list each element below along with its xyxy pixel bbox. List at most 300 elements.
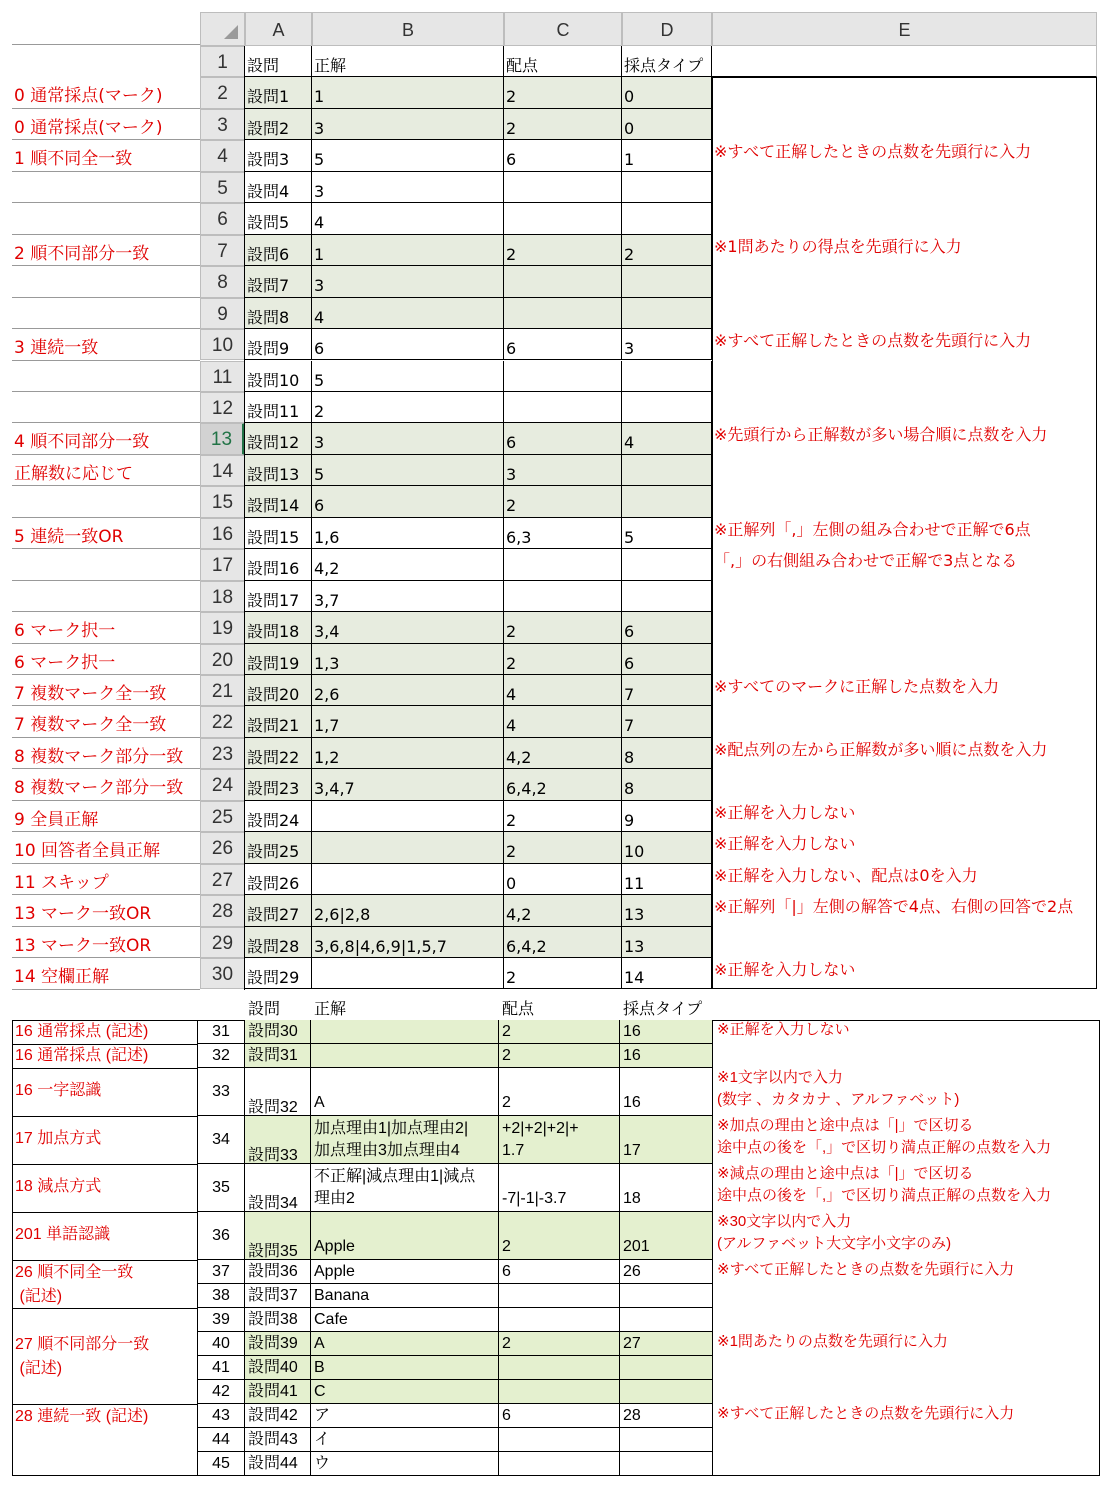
- cell-b20[interactable]: 1,3: [312, 644, 504, 675]
- row-header-28[interactable]: 28: [200, 895, 245, 926]
- cell-b19[interactable]: 3,4: [312, 612, 504, 643]
- lower-cell-c37[interactable]: 6: [499, 1260, 620, 1284]
- cell-b7[interactable]: 1: [312, 235, 504, 266]
- lower-cell-a36[interactable]: 設問35: [245, 1212, 311, 1260]
- lower-cell-c40[interactable]: 2: [499, 1332, 620, 1356]
- row-label: 6 マーク択一: [14, 652, 116, 673]
- cell-d9[interactable]: [622, 298, 712, 329]
- lower-cell-d38[interactable]: [620, 1284, 713, 1308]
- row-label: 14 空欄正解: [14, 967, 110, 988]
- lower-row-header-40[interactable]: 40: [197, 1332, 245, 1356]
- cell-b3[interactable]: 3: [312, 109, 504, 140]
- lower-cell-a42[interactable]: 設問41: [245, 1380, 311, 1404]
- cell-c29[interactable]: 6,4,2: [504, 927, 622, 958]
- lower-type-label: 16 一字認識: [15, 1082, 102, 1099]
- lower-row-header-45[interactable]: 45: [197, 1452, 245, 1476]
- cell-d3[interactable]: 0: [622, 109, 712, 140]
- lower-cell-b38[interactable]: Banana: [311, 1284, 499, 1308]
- row-label: [14, 172, 198, 203]
- lower-label-divider: [12, 1068, 197, 1069]
- cell-d10[interactable]: 3: [622, 329, 712, 360]
- lower-cell-c45[interactable]: [499, 1452, 620, 1476]
- row-header-20[interactable]: 20: [200, 644, 245, 675]
- cell-c24[interactable]: 6,4,2: [504, 769, 622, 800]
- note-line: ※すべて正解したときの点数を先頭行に入力: [717, 1405, 1015, 1422]
- lower-label-divider: [12, 1404, 197, 1405]
- lower-cell-b34[interactable]: [311, 1116, 499, 1164]
- cell-b26[interactable]: [312, 832, 504, 863]
- cell-b30[interactable]: [312, 958, 504, 989]
- cell-d5[interactable]: [622, 172, 712, 203]
- note-line: ※30文字以内で入力: [717, 1213, 852, 1230]
- row-label: [14, 581, 198, 612]
- cell-c11[interactable]: [504, 361, 622, 392]
- lower-cell-c42[interactable]: [499, 1380, 620, 1404]
- cell-d8[interactable]: [622, 266, 712, 297]
- lower-row-header-43[interactable]: 43: [197, 1404, 245, 1428]
- cell-c4[interactable]: 6: [504, 140, 622, 171]
- cell-a18[interactable]: 設問17: [245, 581, 312, 612]
- lower-cell-d36[interactable]: 201: [620, 1212, 713, 1260]
- lower-cell-b33[interactable]: A: [311, 1068, 499, 1116]
- row-header-17[interactable]: 17: [200, 549, 245, 580]
- cell-a11[interactable]: 設問10: [245, 361, 312, 392]
- row-note: 「,」の右側組み合わせで正解で3点となる: [714, 551, 1018, 571]
- cell-b27[interactable]: [312, 864, 504, 895]
- lower-cell-c44[interactable]: [499, 1428, 620, 1452]
- cell-d11[interactable]: [622, 361, 712, 392]
- row-label: 8 複数マーク部分一致: [14, 778, 184, 799]
- cell-d21[interactable]: 7: [622, 675, 712, 706]
- cell-d27[interactable]: 11: [622, 864, 712, 895]
- note-line: ※1文字以内で入力: [717, 1069, 843, 1086]
- lower-row-header-42[interactable]: 42: [197, 1380, 245, 1404]
- lower-cell-b31[interactable]: [311, 1020, 499, 1044]
- lower-label-divider: [12, 1308, 197, 1309]
- cell-d16[interactable]: 5: [622, 518, 712, 549]
- row-header-4[interactable]: 4: [200, 140, 245, 171]
- row-label: 9 全員正解: [14, 809, 99, 830]
- lower-cell-a33[interactable]: 設問32: [245, 1068, 311, 1116]
- lower-cell-b36[interactable]: Apple: [311, 1212, 499, 1260]
- cell-c22[interactable]: 4: [504, 706, 622, 737]
- lower-row-header-39[interactable]: 39: [197, 1308, 245, 1332]
- cell-d25[interactable]: 9: [622, 801, 712, 832]
- lower-cell-a44[interactable]: 設問43: [245, 1428, 311, 1452]
- cell-c17[interactable]: [504, 549, 622, 580]
- row-header-26[interactable]: 26: [200, 832, 245, 863]
- lower-cell-b41[interactable]: B: [311, 1356, 499, 1380]
- lower-cell-d42[interactable]: [620, 1380, 713, 1404]
- row-header-8[interactable]: 8: [200, 266, 245, 297]
- cell-a4[interactable]: 設問3: [245, 140, 312, 171]
- lower-label-divider: [12, 1116, 197, 1117]
- row-header-1[interactable]: 1: [200, 46, 245, 77]
- row-header-13[interactable]: 13: [200, 423, 245, 454]
- cell-a26[interactable]: 設問25: [245, 832, 312, 863]
- lower-type-label: 27 順不同部分一致: [15, 1336, 150, 1353]
- lower-row-note: [717, 1019, 1096, 1043]
- cell-d18[interactable]: [622, 581, 712, 612]
- row-label: 0 通常採点(マーク): [14, 86, 163, 107]
- row-header-2[interactable]: 2: [200, 77, 245, 108]
- cell-a25[interactable]: 設問24: [245, 801, 312, 832]
- cell-b21[interactable]: 2,6: [312, 675, 504, 706]
- cell-a30[interactable]: 設問29: [245, 958, 312, 989]
- cell-b13[interactable]: 3: [312, 423, 504, 454]
- row-label: [14, 361, 198, 392]
- lower-row-note: [717, 1403, 1096, 1427]
- lower-cell-d33[interactable]: 16: [620, 1068, 713, 1116]
- lower-type-label: 17 加点方式: [15, 1130, 102, 1147]
- row-label: [14, 392, 198, 423]
- cell-a3[interactable]: 設問2: [245, 109, 312, 140]
- row-header-14[interactable]: 14: [200, 455, 245, 486]
- cell-c27[interactable]: 0: [504, 864, 622, 895]
- lower-cell-c43[interactable]: 6: [499, 1404, 620, 1428]
- lower-cell-d37[interactable]: 26: [620, 1260, 713, 1284]
- cell-d28[interactable]: 13: [622, 895, 712, 926]
- row-label: [14, 266, 198, 297]
- cell-b12[interactable]: 2: [312, 392, 504, 423]
- note-line: 途中点の後を「,」で区切り満点正解の点数を入力: [717, 1139, 1052, 1156]
- cell-b29[interactable]: 3,6,8|4,6,9|1,5,7: [312, 927, 504, 958]
- row-label: 13 マーク一致OR: [14, 935, 152, 956]
- cell-a5[interactable]: 設問4: [245, 172, 312, 203]
- lower-cell-c35[interactable]: [499, 1164, 620, 1212]
- cell-b5[interactable]: 3: [312, 172, 504, 203]
- cell-b18[interactable]: 3,7: [312, 581, 504, 612]
- lower-cell-b39[interactable]: Cafe: [311, 1308, 499, 1332]
- lower-cell-c36[interactable]: 2: [499, 1212, 620, 1260]
- cell-b11[interactable]: 5: [312, 361, 504, 392]
- cell-a2[interactable]: 設問1: [245, 77, 312, 108]
- cell-a7[interactable]: 設問6: [245, 235, 312, 266]
- cell-b14[interactable]: 5: [312, 455, 504, 486]
- lower-cell-a41[interactable]: 設問40: [245, 1356, 311, 1380]
- note-line: ※すべて正解したときの点数を先頭行に入力: [717, 1261, 1015, 1278]
- row-header-9[interactable]: 9: [200, 298, 245, 329]
- cell-b1[interactable]: 正解: [312, 46, 504, 77]
- cell-line: -7|-1|-3.7: [502, 1190, 567, 1207]
- cell-a23[interactable]: 設問22: [245, 738, 312, 769]
- lower-cell-b44[interactable]: イ: [311, 1428, 499, 1452]
- column-header-a[interactable]: A: [245, 12, 312, 46]
- lower-cell-a40[interactable]: 設問39: [245, 1332, 311, 1356]
- lower-row-header-32[interactable]: 32: [197, 1044, 245, 1068]
- lower-type-label: 201 単語認識: [15, 1226, 111, 1243]
- row-header-24[interactable]: 24: [200, 769, 245, 800]
- row-label: 5 連続一致OR: [14, 526, 124, 547]
- lower-row-header-44[interactable]: 44: [197, 1428, 245, 1452]
- lower-cell-a34[interactable]: 設問33: [245, 1116, 311, 1164]
- lower-cell-d44[interactable]: [620, 1428, 713, 1452]
- lower-cell-c33[interactable]: 2: [499, 1068, 620, 1116]
- cell-a6[interactable]: 設問5: [245, 203, 312, 234]
- lower-label-divider: [12, 1260, 197, 1261]
- cell-a28[interactable]: 設問27: [245, 895, 312, 926]
- cell-a8[interactable]: 設問7: [245, 266, 312, 297]
- cell-b28[interactable]: 2,6|2,8: [312, 895, 504, 926]
- cell-b22[interactable]: 1,7: [312, 706, 504, 737]
- cell-d24[interactable]: 8: [622, 769, 712, 800]
- cell-b8[interactable]: 3: [312, 266, 504, 297]
- note-line: 途中点の後を「,」で区切り満点正解の点数を入力: [717, 1187, 1052, 1204]
- row-note: ※正解列「|」左側の解答で4点、右側の回答で2点: [714, 897, 1074, 917]
- cell-a19[interactable]: 設問18: [245, 612, 312, 643]
- cell-b25[interactable]: [312, 801, 504, 832]
- row-header-19[interactable]: 19: [200, 612, 245, 643]
- cell-a24[interactable]: 設問23: [245, 769, 312, 800]
- lower-cell-a43[interactable]: 設問42: [245, 1404, 311, 1428]
- cell-d6[interactable]: [622, 203, 712, 234]
- row-header-18[interactable]: 18: [200, 581, 245, 612]
- cell-b4[interactable]: 5: [312, 140, 504, 171]
- lower-row-header-33[interactable]: 33: [197, 1068, 245, 1116]
- lower-row-header-38[interactable]: 38: [197, 1284, 245, 1308]
- cell-c25[interactable]: 2: [504, 801, 622, 832]
- row-header-15[interactable]: 15: [200, 486, 245, 517]
- row-header-22[interactable]: 22: [200, 706, 245, 737]
- cell-c16[interactable]: 6,3: [504, 518, 622, 549]
- cell-a9[interactable]: 設問8: [245, 298, 312, 329]
- cell-d13[interactable]: 4: [622, 423, 712, 454]
- row-header-30[interactable]: 30: [200, 958, 245, 989]
- row-label: 7 複数マーク全一致: [14, 684, 167, 704]
- cell-d15[interactable]: [622, 486, 712, 517]
- cell-b10[interactable]: 6: [312, 329, 504, 360]
- lower-cell-d39[interactable]: [620, 1308, 713, 1332]
- lower-cell-c32[interactable]: 2: [499, 1044, 620, 1068]
- row-label: [14, 549, 198, 580]
- lower-cell-d35[interactable]: 18: [620, 1164, 713, 1212]
- cell-line: 理由2: [314, 1190, 355, 1207]
- lower-cell-b32[interactable]: [311, 1044, 499, 1068]
- cell-a20[interactable]: 設問19: [245, 644, 312, 675]
- cell-a16[interactable]: 設問15: [245, 518, 312, 549]
- lower-row-header-34[interactable]: 34: [197, 1116, 245, 1164]
- cell-c1[interactable]: 配点: [504, 46, 622, 77]
- column-a-left-border: [244, 46, 245, 990]
- row-header-23[interactable]: 23: [200, 738, 245, 769]
- cell-a22[interactable]: 設問21: [245, 706, 312, 737]
- cell-b9[interactable]: 4: [312, 298, 504, 329]
- lower-cell-a45[interactable]: 設問44: [245, 1452, 311, 1476]
- row-header-5[interactable]: 5: [200, 172, 245, 203]
- row-label: 10 回答者全員正解: [14, 841, 161, 862]
- lower-type-label: 16 通常採点 (記述): [15, 1023, 149, 1040]
- cell-line: 加点理由1|加点理由2|: [314, 1120, 469, 1137]
- row-label: 正解数に応じて: [14, 463, 133, 484]
- row-header-6[interactable]: 6: [200, 203, 245, 234]
- cell-d7[interactable]: 2: [622, 235, 712, 266]
- cell-line: 1.7: [502, 1142, 525, 1159]
- row-label: 11 スキップ: [14, 872, 109, 893]
- lower-row-note: [717, 1163, 1096, 1211]
- row-label: 6 マーク択一: [14, 621, 116, 642]
- cell-c2[interactable]: 2: [504, 77, 622, 108]
- lower-cell-d40[interactable]: 27: [620, 1332, 713, 1356]
- column-header-d[interactable]: D: [622, 12, 712, 46]
- cell-a14[interactable]: 設問13: [245, 455, 312, 486]
- cell-d23[interactable]: 8: [622, 738, 712, 769]
- cell-c12[interactable]: [504, 392, 622, 423]
- lower-cell-c31[interactable]: 2: [499, 1020, 620, 1044]
- lower-cell-d31[interactable]: 16: [620, 1020, 713, 1044]
- note-line: ※1問あたりの点数を先頭行に入力: [717, 1333, 948, 1350]
- cell-d4[interactable]: 1: [622, 140, 712, 171]
- cell-d26[interactable]: 10: [622, 832, 712, 863]
- lower-cell-d45[interactable]: [620, 1452, 713, 1476]
- row-note: ※正解を入力しない、配点は0を入力: [714, 865, 978, 885]
- row-header-25[interactable]: 25: [200, 801, 245, 832]
- lower-row-header-35[interactable]: 35: [197, 1164, 245, 1212]
- cell-e1[interactable]: [712, 46, 1097, 77]
- cell-c20[interactable]: 2: [504, 644, 622, 675]
- lower-type-label: (記述): [15, 1360, 63, 1377]
- lower-cell-a39[interactable]: 設問38: [245, 1308, 311, 1332]
- cell-a10[interactable]: 設問9: [245, 329, 312, 360]
- lower-cell-c38[interactable]: [499, 1284, 620, 1308]
- column-header-c[interactable]: C: [504, 12, 622, 46]
- cell-b2[interactable]: 1: [312, 77, 504, 108]
- cell-c21[interactable]: 4: [504, 675, 622, 706]
- row-note: ※すべて正解したときの点数を先頭行に入力: [714, 331, 1032, 351]
- cell-c8[interactable]: [504, 266, 622, 297]
- lower-label-divider: [12, 1164, 197, 1165]
- cell-c28[interactable]: 4,2: [504, 895, 622, 926]
- cell-d14[interactable]: [622, 455, 712, 486]
- cell-a13[interactable]: 設問12: [245, 423, 312, 454]
- cell-a21[interactable]: 設問20: [245, 675, 312, 706]
- cell-a27[interactable]: 設問26: [245, 864, 312, 895]
- cell-b15[interactable]: 6: [312, 486, 504, 517]
- row-header-10[interactable]: 10: [200, 329, 245, 360]
- lower-row-header-36[interactable]: 36: [197, 1212, 245, 1260]
- lower-cell-a37[interactable]: 設問36: [245, 1260, 311, 1284]
- cell-b23[interactable]: 1,2: [312, 738, 504, 769]
- cell-c9[interactable]: [504, 298, 622, 329]
- cell-a17[interactable]: 設問16: [245, 549, 312, 580]
- row-header-3[interactable]: 3: [200, 109, 245, 140]
- cell-b16[interactable]: 1,6: [312, 518, 504, 549]
- row-header-27[interactable]: 27: [200, 864, 245, 895]
- lower-cell-a38[interactable]: 設問37: [245, 1284, 311, 1308]
- cell-c3[interactable]: 2: [504, 109, 622, 140]
- lower-cell-b45[interactable]: ウ: [311, 1452, 499, 1476]
- cell-line: 不正解|減点理由1|減点: [314, 1168, 476, 1185]
- cell-c7[interactable]: 2: [504, 235, 622, 266]
- lower-type-label: 28 連続一致 (記述): [15, 1408, 149, 1425]
- lower-cell-d32[interactable]: 16: [620, 1044, 713, 1068]
- lower-type-label: 18 減点方式: [15, 1178, 102, 1195]
- lower-cell-d34[interactable]: 17: [620, 1116, 713, 1164]
- column-header-e[interactable]: E: [712, 12, 1097, 46]
- lower-row-note: [717, 1211, 1096, 1259]
- row-label: 4 順不同部分一致: [14, 432, 150, 453]
- cell-d22[interactable]: 7: [622, 706, 712, 737]
- lower-cell-b42[interactable]: C: [311, 1380, 499, 1404]
- cell-c6[interactable]: [504, 203, 622, 234]
- row-header-11[interactable]: 11: [200, 361, 245, 392]
- cell-d12[interactable]: [622, 392, 712, 423]
- cell-a12[interactable]: 設問11: [245, 392, 312, 423]
- cell-c14[interactable]: 3: [504, 455, 622, 486]
- cell-c15[interactable]: 2: [504, 486, 622, 517]
- lower-row-header-41[interactable]: 41: [197, 1356, 245, 1380]
- cell-b17[interactable]: 4,2: [312, 549, 504, 580]
- row-note: ※正解を入力しない: [714, 834, 856, 854]
- label-column-top-border: [12, 44, 200, 45]
- cell-c10[interactable]: 6: [504, 329, 622, 360]
- row-note: ※すべて正解したときの点数を先頭行に入力: [714, 142, 1032, 162]
- lower-cell-d43[interactable]: 28: [620, 1404, 713, 1428]
- lower-cell-b43[interactable]: ア: [311, 1404, 499, 1428]
- cell-c23[interactable]: 4,2: [504, 738, 622, 769]
- lower-cell-c34[interactable]: [499, 1116, 620, 1164]
- cell-b24[interactable]: 3,4,7: [312, 769, 504, 800]
- column-header-b[interactable]: B: [312, 12, 504, 46]
- row-label: 13 マーク一致OR: [14, 904, 152, 925]
- row-label: 7 複数マーク全一致: [14, 715, 167, 736]
- cell-c30[interactable]: 2: [504, 958, 622, 989]
- cell-c19[interactable]: 2: [504, 612, 622, 643]
- cell-d2[interactable]: 0: [622, 77, 712, 108]
- cell-d30[interactable]: 14: [622, 958, 712, 989]
- row-header-16[interactable]: 16: [200, 518, 245, 549]
- lower-cell-a32[interactable]: 設問31: [245, 1044, 311, 1068]
- cell-c18[interactable]: [504, 581, 622, 612]
- cell-a29[interactable]: 設問28: [245, 927, 312, 958]
- lower-cell-d41[interactable]: [620, 1356, 713, 1380]
- lower-cell-b40[interactable]: A: [311, 1332, 499, 1356]
- cell-b6[interactable]: 4: [312, 203, 504, 234]
- cell-d1[interactable]: 採点タイプ: [622, 46, 712, 77]
- lower-cell-b35[interactable]: [311, 1164, 499, 1212]
- label-divider: [12, 989, 200, 990]
- lower-cell-c41[interactable]: [499, 1356, 620, 1380]
- row-header-7[interactable]: 7: [200, 235, 245, 266]
- lower-cell-a35[interactable]: 設問34: [245, 1164, 311, 1212]
- cell-d19[interactable]: 6: [622, 612, 712, 643]
- cell-d17[interactable]: [622, 549, 712, 580]
- lower-row-header-31[interactable]: 31: [197, 1020, 245, 1044]
- lower-header-b: 正解: [314, 1001, 347, 1018]
- cell-d29[interactable]: 13: [622, 927, 712, 958]
- lower-cell-b37[interactable]: Apple: [311, 1260, 499, 1284]
- cell-d20[interactable]: 6: [622, 644, 712, 675]
- lower-cell-c39[interactable]: [499, 1308, 620, 1332]
- lower-row-note: [717, 1259, 1096, 1283]
- cell-c5[interactable]: [504, 172, 622, 203]
- row-header-29[interactable]: 29: [200, 927, 245, 958]
- lower-type-label: (記述): [15, 1288, 63, 1305]
- cell-c26[interactable]: 2: [504, 832, 622, 863]
- lower-cell-a31[interactable]: 設問30: [245, 1020, 311, 1044]
- row-label: 1 順不同全一致: [14, 149, 133, 170]
- cell-a15[interactable]: 設問14: [245, 486, 312, 517]
- select-all-corner[interactable]: [200, 12, 245, 46]
- cell-line: [502, 1166, 616, 1188]
- cell-line: 加点理由3加点理由4: [314, 1142, 460, 1159]
- row-header-12[interactable]: 12: [200, 392, 245, 423]
- lower-row-header-37[interactable]: 37: [197, 1260, 245, 1284]
- cell-c13[interactable]: 6: [504, 423, 622, 454]
- note-line: ※正解を入力しない: [717, 1021, 850, 1038]
- cell-a1[interactable]: 設問: [245, 46, 312, 77]
- row-note: ※正解を入力しない: [714, 802, 856, 822]
- row-header-21[interactable]: 21: [200, 675, 245, 706]
